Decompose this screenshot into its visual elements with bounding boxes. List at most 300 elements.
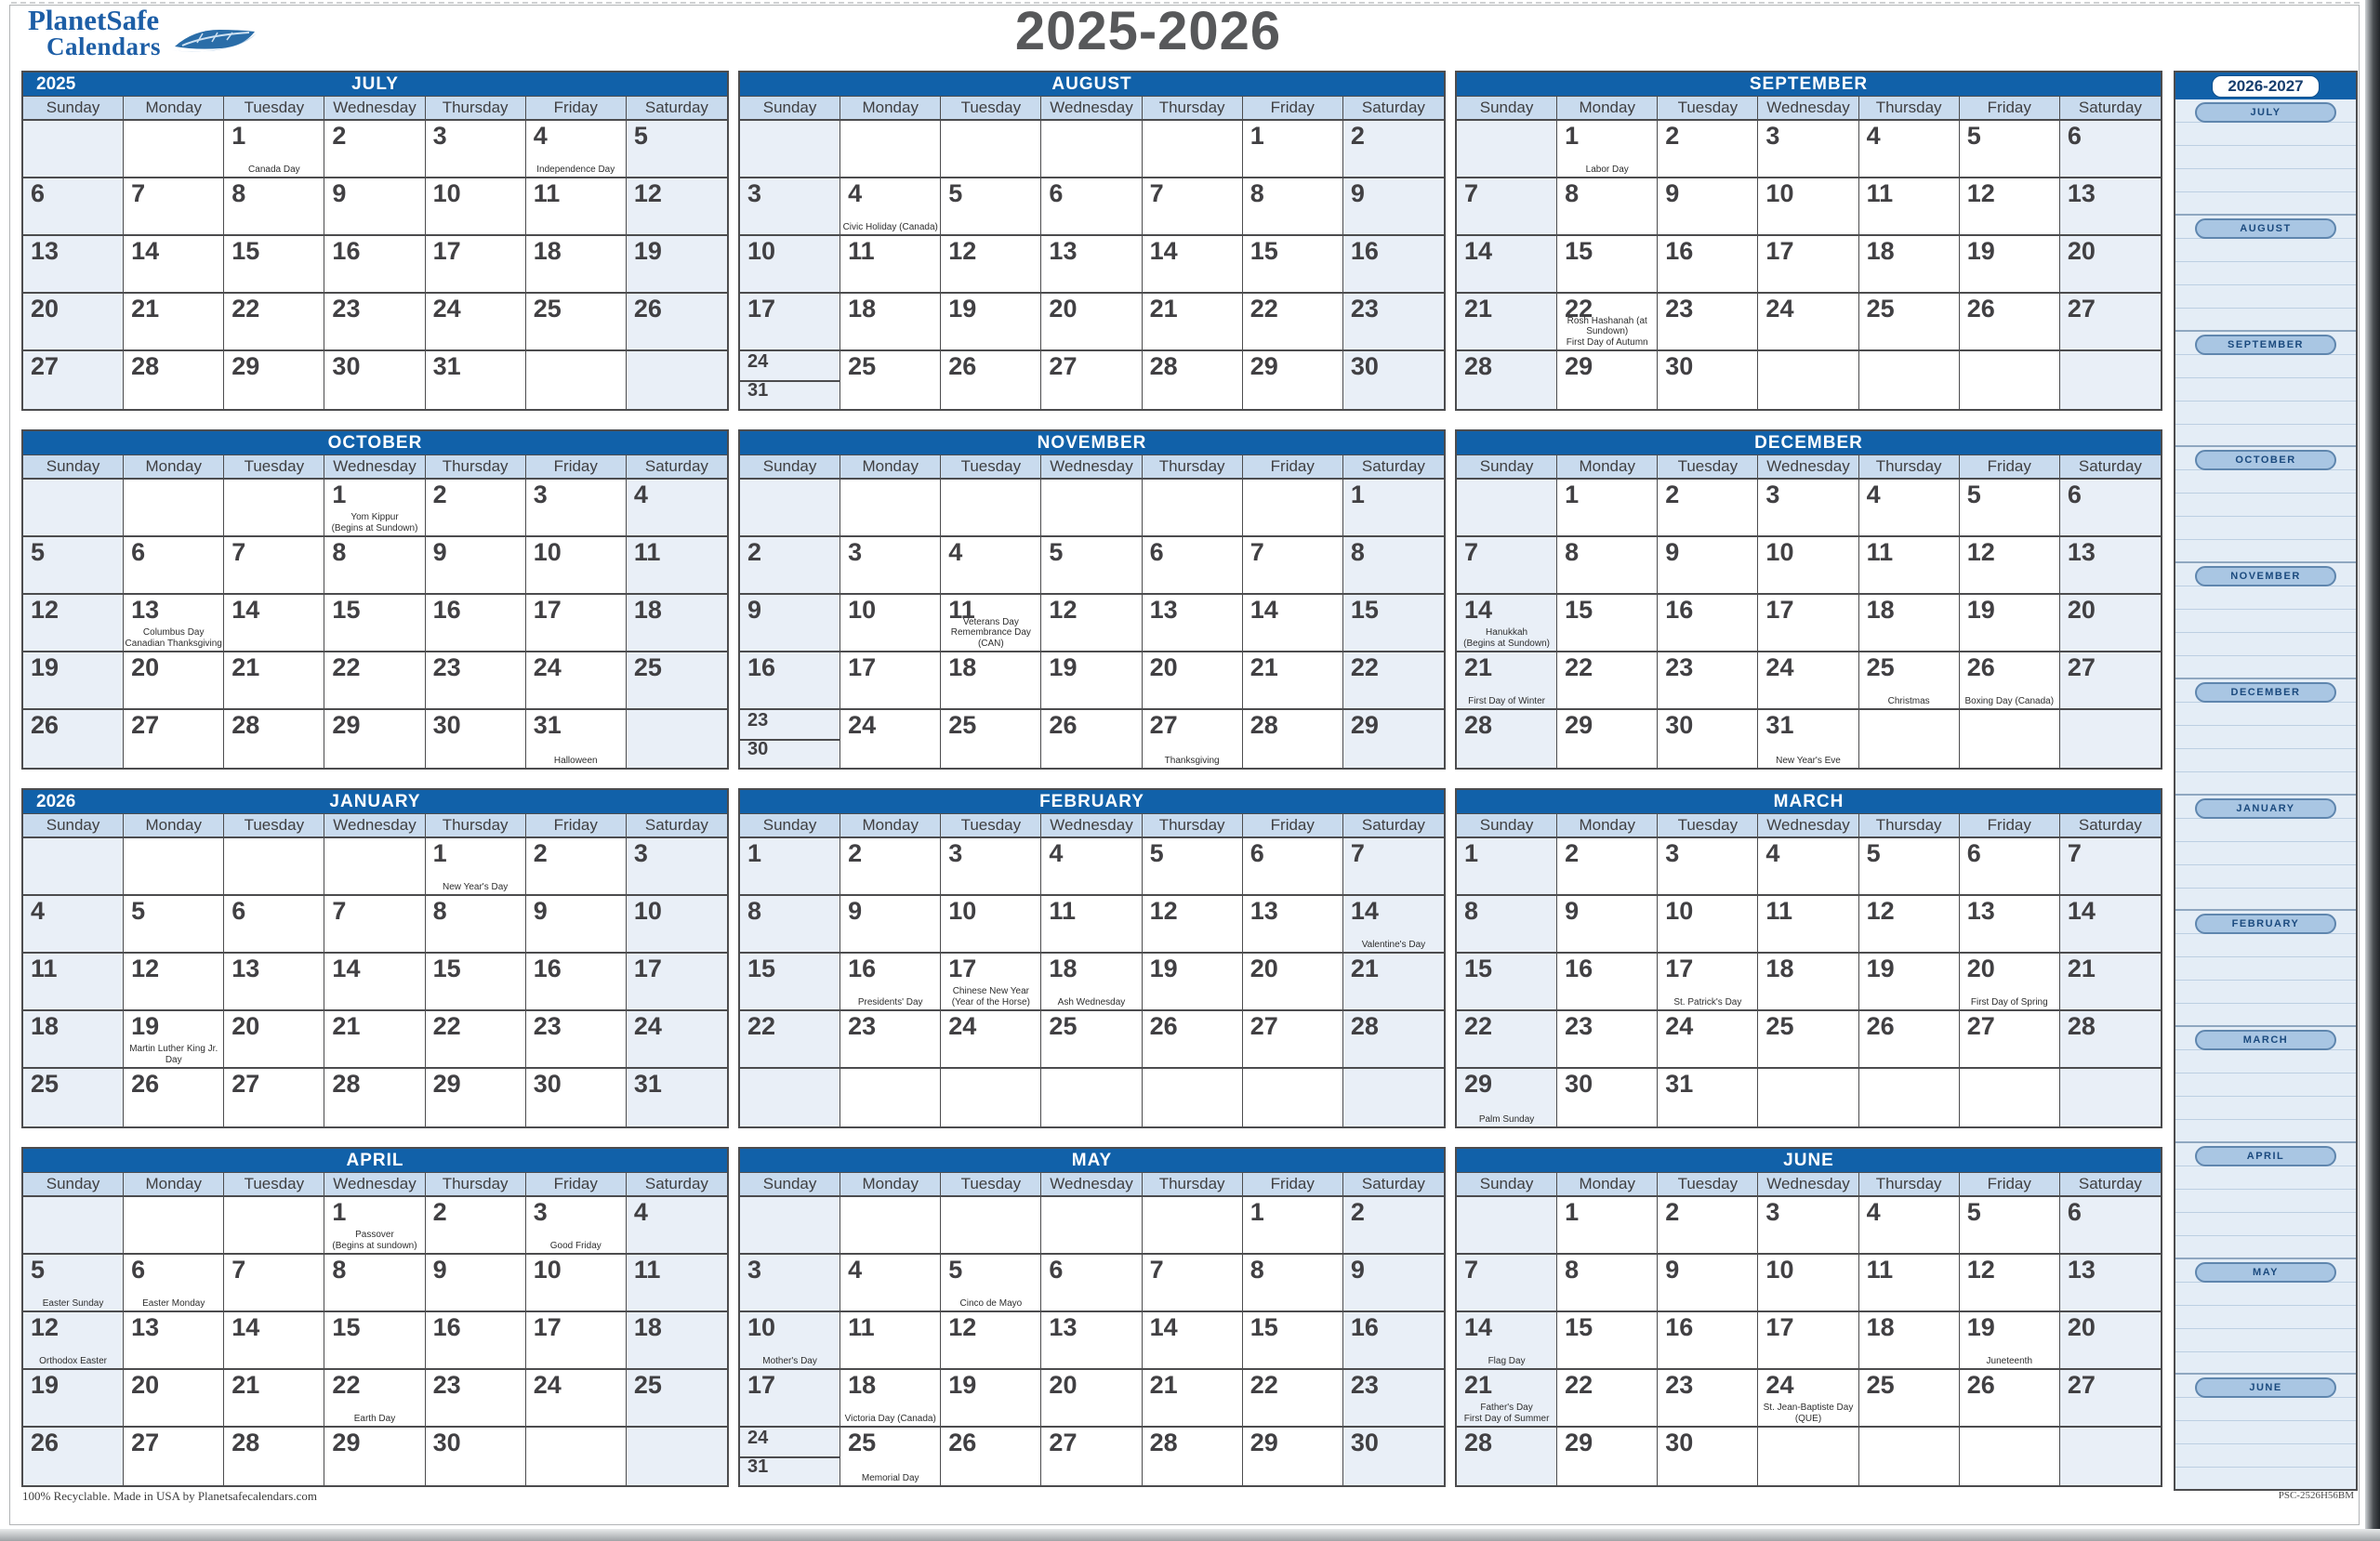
date-number: 13 (2067, 538, 2096, 566)
date-number: 6 (1250, 839, 1264, 867)
weekday-label: Sunday (23, 97, 124, 119)
day-cell (23, 652, 124, 708)
date-number: 1 (1250, 1198, 1264, 1226)
month-february (738, 788, 1446, 1128)
date-number: 21 (332, 1012, 361, 1040)
weeks-grid (740, 838, 1444, 1126)
date-number: 28 (332, 1070, 361, 1098)
day-cell (1457, 1428, 1557, 1485)
date-number: 31 (633, 1070, 662, 1098)
day-cell (124, 537, 224, 593)
day-cell (1557, 1428, 1658, 1485)
sidebar-month-pill-july: JULY (2195, 102, 2336, 123)
weekday-header-row (1457, 1173, 2161, 1197)
day-cell (740, 954, 840, 1009)
day-cell (526, 595, 627, 651)
date-number: 3 (1765, 1198, 1780, 1226)
holiday-label: Victoria Day (Canada) (844, 1413, 936, 1424)
date-number: 11 (633, 1256, 661, 1284)
date-number: 15 (1350, 596, 1379, 624)
weekday-label: Wednesday (324, 1173, 425, 1195)
date-number: 23 (1665, 295, 1694, 323)
day-cell (627, 954, 727, 1009)
date-number: 30 (533, 1070, 562, 1098)
date-number: 12 (1966, 538, 1995, 566)
day-cell (1243, 954, 1343, 1009)
empty-cell (1143, 1069, 1243, 1126)
month-name: SEPTEMBER (1749, 73, 1869, 94)
date-number: 19 (1966, 596, 1995, 624)
day-cell (1960, 1197, 2060, 1253)
date-number: 27 (1049, 352, 1078, 380)
month-september (1455, 71, 2162, 411)
day-cell (1041, 537, 1142, 593)
date-number: 6 (2067, 481, 2082, 508)
day-cell (1960, 294, 2060, 349)
date-number: 17 (633, 955, 662, 982)
date-number: 3 (948, 839, 963, 867)
date-number: 19 (1149, 955, 1178, 982)
day-cell (1758, 652, 1858, 708)
date-number: 16 (432, 1313, 461, 1341)
week-row (1457, 294, 2161, 351)
weekday-label: Tuesday (941, 814, 1041, 836)
day-cell (324, 480, 425, 535)
month-april (21, 1147, 729, 1487)
weekday-label: Wednesday (1041, 97, 1142, 119)
weekday-label: Sunday (23, 455, 124, 478)
weekday-header-row (740, 455, 1444, 480)
date-number: 31 (533, 711, 562, 739)
day-cell (1243, 1312, 1343, 1368)
day-cell (526, 294, 627, 349)
date-number: 22 (1250, 295, 1278, 323)
day-cell (1658, 896, 1758, 952)
weekday-label: Sunday (1457, 1173, 1557, 1195)
day-cell (1243, 1255, 1343, 1311)
day-cell (840, 537, 941, 593)
weekday-label: Wednesday (1041, 1173, 1142, 1195)
weekday-label: Thursday (426, 455, 526, 478)
day-cell (1557, 537, 1658, 593)
week-row (23, 351, 727, 409)
day-cell (224, 1069, 324, 1126)
day-cell (23, 294, 124, 349)
day-cell (1243, 351, 1343, 409)
day-cell (426, 121, 526, 177)
day-cell (941, 1370, 1041, 1426)
empty-cell (840, 1069, 941, 1126)
date-number: 13 (1049, 237, 1078, 265)
week-row (1457, 896, 2161, 954)
day-cell (1243, 652, 1343, 708)
date-number: 16 (332, 237, 361, 265)
date-number: 20 (1049, 1371, 1078, 1399)
date-number: 20 (131, 1371, 160, 1399)
date-number: 15 (332, 596, 361, 624)
day-cell (1143, 652, 1243, 708)
date-number: 22 (1565, 1371, 1593, 1399)
date-number: 25 (533, 295, 562, 323)
weekday-label: Saturday (1361, 457, 1425, 475)
weekday-header-row (1457, 97, 2161, 121)
empty-cell (324, 838, 425, 894)
date-number: 18 (533, 237, 562, 265)
day-cell (1243, 121, 1343, 177)
month-header (1457, 1149, 2161, 1173)
logo-line2: Calendars (46, 33, 162, 60)
day-cell (1343, 652, 1444, 708)
day-cell (2060, 236, 2161, 292)
day-cell (1343, 178, 1444, 234)
day-cell (1960, 1312, 2060, 1368)
date-number: 5 (1866, 839, 1881, 867)
day-cell (2060, 838, 2161, 894)
holiday-label: Columbus Day Canadian Thanksgiving (125, 627, 222, 649)
day-cell (2060, 1011, 2161, 1067)
weekday-label: Monday (840, 455, 941, 478)
day-cell (23, 896, 124, 952)
date-number: 7 (1464, 179, 1479, 207)
weeks-grid (1457, 480, 2161, 768)
empty-cell (1457, 480, 1557, 535)
day-cell (1243, 236, 1343, 292)
date-number: 15 (332, 1313, 361, 1341)
day-cell (324, 710, 425, 768)
month-january (21, 788, 729, 1128)
date-number: 23 (1665, 653, 1694, 681)
day-cell (1859, 1370, 1960, 1426)
day-cell (324, 1069, 425, 1126)
date-number: 10 (533, 538, 562, 566)
date-number: 14 (131, 237, 160, 265)
date-number: 7 (231, 538, 246, 566)
day-cell (941, 294, 1041, 349)
date-number: 9 (848, 897, 863, 925)
week-row (23, 652, 727, 710)
empty-cell (1758, 1069, 1858, 1126)
date-number: 5 (1966, 481, 1981, 508)
day-cell (1758, 1312, 1858, 1368)
date-number: 19 (31, 653, 60, 681)
month-name: MARCH (1773, 791, 1844, 811)
date-number: 12 (633, 179, 662, 207)
day-cell (1557, 1197, 1658, 1253)
date-number: 16 (1350, 1313, 1379, 1341)
day-cell (526, 954, 627, 1009)
date-number: 6 (131, 538, 146, 566)
date-number: 21 (1464, 1371, 1493, 1399)
weekday-label: Friday (1960, 97, 2060, 119)
day-cell (224, 896, 324, 952)
weekday-label: Tuesday (224, 1173, 324, 1195)
empty-cell (23, 1197, 124, 1253)
week-row (740, 595, 1444, 652)
weekday-label: Monday (124, 1173, 224, 1195)
date-number: 16 (1665, 237, 1694, 265)
day-cell (1859, 537, 1960, 593)
empty-cell (1041, 480, 1142, 535)
week-row (740, 1197, 1444, 1255)
month-august (738, 71, 1446, 411)
day-cell (1243, 1011, 1343, 1067)
week-row (1457, 1069, 2161, 1126)
day-cell (224, 178, 324, 234)
date-number: 1 (1565, 122, 1580, 150)
weekday-label: Sunday (1457, 814, 1557, 836)
day-cell (941, 595, 1041, 651)
date-number: 20 (2067, 1313, 2096, 1341)
day-cell (2060, 537, 2161, 593)
day-cell (1658, 1370, 1758, 1426)
day-cell (324, 652, 425, 708)
date-number: 18 (1049, 955, 1078, 982)
date-number: 27 (2067, 653, 2096, 681)
weekday-header-row (23, 97, 727, 121)
empty-cell (1243, 1069, 1343, 1126)
date-number: 23 (432, 653, 461, 681)
weekday-label: Friday (1243, 1173, 1343, 1195)
date-number: 24 (848, 711, 877, 739)
day-cell (526, 896, 627, 952)
day-cell (1758, 838, 1858, 894)
day-cell (1041, 351, 1142, 409)
date-number: 30 (1350, 1429, 1379, 1456)
day-cell (324, 954, 425, 1009)
week-row (740, 838, 1444, 896)
date-number: 29 (1565, 352, 1593, 380)
day-cell (1457, 954, 1557, 1009)
empty-cell (740, 121, 840, 177)
week-row (23, 954, 727, 1011)
day-cell (124, 1069, 224, 1126)
date-number: 2 (432, 481, 447, 508)
date-number: 16 (1665, 1313, 1694, 1341)
weekday-label: Saturday (2078, 816, 2142, 834)
holiday-label: Labor Day (1585, 164, 1629, 175)
date-number: 5 (948, 179, 963, 207)
week-row (23, 1428, 727, 1485)
empty-cell (740, 1069, 840, 1126)
date-number: 2 (1665, 122, 1680, 150)
day-cell (1859, 294, 1960, 349)
date-number: 30 (332, 352, 361, 380)
date-number: 17 (1665, 955, 1694, 982)
day-cell (1143, 1370, 1243, 1426)
empty-cell (224, 1197, 324, 1253)
day-cell (1457, 595, 1557, 651)
empty-cell (1960, 1069, 2060, 1126)
sidebar-month-section (2175, 1141, 2356, 1258)
day-cell (23, 1312, 124, 1368)
weeks-grid (1457, 121, 2161, 409)
day-cell (1758, 1255, 1858, 1311)
holiday-label: Presidents' Day (857, 996, 923, 1008)
date-number: 11 (848, 1313, 875, 1341)
weekday-label: Thursday (426, 814, 526, 836)
weekday-header-row (1457, 455, 2161, 480)
month-header (23, 72, 727, 97)
date-number: 23 (1565, 1012, 1593, 1040)
empty-cell (124, 121, 224, 177)
day-cell (1859, 838, 1960, 894)
date-number: 14 (231, 596, 260, 624)
date-number: 4 (1866, 1198, 1881, 1226)
day-cell (526, 1069, 627, 1126)
weekday-label: Saturday (644, 816, 708, 834)
weekday-label: Monday (1557, 455, 1658, 478)
day-cell (627, 896, 727, 952)
weekday-label: Thursday (1143, 1173, 1243, 1195)
date-number: 7 (131, 179, 146, 207)
day-cell (740, 294, 840, 349)
day-cell (1143, 294, 1243, 349)
week-row (1457, 652, 2161, 710)
weekday-label: Saturday (1361, 816, 1425, 834)
empty-cell (1758, 1428, 1858, 1485)
holiday-label: Martin Luther King Jr. Day (129, 1044, 218, 1065)
day-cell (627, 652, 727, 708)
day-cell (627, 236, 727, 292)
holiday-label: Ash Wednesday (1057, 996, 1126, 1008)
day-cell (840, 178, 941, 234)
day-cell (1658, 1312, 1758, 1368)
date-number: 28 (1149, 1429, 1178, 1456)
day-cell (1143, 954, 1243, 1009)
day-cell (224, 351, 324, 409)
weeks-grid (23, 121, 727, 409)
day-cell (324, 1370, 425, 1426)
date-number: 12 (1866, 897, 1895, 925)
day-cell (324, 1197, 425, 1253)
week-row (23, 1011, 727, 1069)
date-number: 8 (1464, 897, 1479, 925)
empty-cell (1143, 121, 1243, 177)
day-cell (1041, 595, 1142, 651)
date-number: 2 (848, 839, 863, 867)
date-number: 9 (1665, 179, 1680, 207)
date-number: 21 (1350, 955, 1379, 982)
date-number: 26 (1049, 711, 1078, 739)
date-number: 18 (633, 1313, 662, 1341)
day-cell (324, 121, 425, 177)
date-number: 7 (1149, 1256, 1164, 1284)
date-number: 19 (1049, 653, 1078, 681)
day-cell (1143, 1255, 1243, 1311)
sidebar-month-section (2175, 99, 2356, 214)
week-row (23, 537, 727, 595)
week-row (1457, 1428, 2161, 1485)
weekday-label: Thursday (1859, 97, 1960, 119)
date-number: 11 (848, 237, 875, 265)
empty-cell (1041, 1197, 1142, 1253)
date-number: 20 (1966, 955, 1995, 982)
week-row (740, 178, 1444, 236)
date-number: 3 (747, 179, 762, 207)
weekday-label: Tuesday (1658, 814, 1758, 836)
date-number: 11 (1866, 179, 1894, 207)
holiday-label: First Day of Winter (1468, 695, 1545, 706)
date-number: 30 (747, 739, 769, 759)
day-cell (224, 1312, 324, 1368)
day-cell (23, 178, 124, 234)
empty-cell (526, 1428, 627, 1485)
holiday-label: Earth Day (353, 1413, 396, 1424)
empty-cell (740, 480, 840, 535)
day-cell (1343, 896, 1444, 952)
date-number: 24 (533, 653, 562, 681)
date-number: 4 (1866, 481, 1881, 508)
date-number: 10 (948, 897, 977, 925)
week-row (1457, 537, 2161, 595)
day-cell (1143, 351, 1243, 409)
date-number: 22 (1565, 653, 1593, 681)
week-row (1457, 351, 2161, 409)
date-number: 27 (1250, 1012, 1278, 1040)
sidebar-month-section (2175, 561, 2356, 678)
date-number: 26 (1966, 1371, 1995, 1399)
date-number: 22 (1565, 295, 1593, 323)
sidebar-month-pill-march: MARCH (2195, 1030, 2336, 1050)
empty-cell (2060, 351, 2161, 409)
weekday-label: Tuesday (1658, 455, 1758, 478)
date-number: 19 (948, 295, 977, 323)
day-cell (740, 838, 840, 894)
date-number: 19 (1966, 237, 1995, 265)
date-number: 27 (2067, 295, 2096, 323)
holiday-label: Veterans Day Remembrance Day (CAN) (950, 616, 1031, 649)
holiday-label: Rosh Hashanah (at Sundown) First Day of Autumn (1566, 315, 1648, 348)
date-number: 3 (1765, 481, 1780, 508)
weeks-grid (23, 480, 727, 768)
holiday-label: Juneteenth (1986, 1355, 2033, 1366)
day-cell (224, 1255, 324, 1311)
date-number: 24 (633, 1012, 662, 1040)
holiday-label: Flag Day (1488, 1355, 1526, 1366)
date-number: 18 (633, 596, 662, 624)
day-cell (627, 1370, 727, 1426)
weekday-label: Friday (1960, 455, 2060, 478)
week-row (1457, 954, 2161, 1011)
day-cell (1143, 595, 1243, 651)
day-cell (1658, 1011, 1758, 1067)
day-cell (1557, 1069, 1658, 1126)
day-cell (2060, 121, 2161, 177)
date-number: 22 (747, 1012, 776, 1040)
day-cell (1658, 1197, 1758, 1253)
date-number: 1 (332, 481, 347, 508)
day-cell (1143, 236, 1243, 292)
week-row (740, 954, 1444, 1011)
day-cell (23, 351, 124, 409)
date-number: 26 (1966, 295, 1995, 323)
date-number: 17 (747, 295, 776, 323)
date-number: 10 (848, 596, 877, 624)
day-cell (1658, 838, 1758, 894)
day-cell (1960, 652, 2060, 708)
day-cell (1243, 1370, 1343, 1426)
day-cell (1343, 954, 1444, 1009)
date-number: 1 (1565, 1198, 1580, 1226)
weeks-grid (1457, 838, 2161, 1126)
date-number: 8 (1250, 1256, 1264, 1284)
day-cell (224, 954, 324, 1009)
weeks-grid (1457, 1197, 2161, 1485)
date-number: 29 (332, 711, 361, 739)
date-number: 12 (948, 1313, 977, 1341)
sidebar-header (2175, 72, 2356, 99)
date-number: 12 (131, 955, 160, 982)
